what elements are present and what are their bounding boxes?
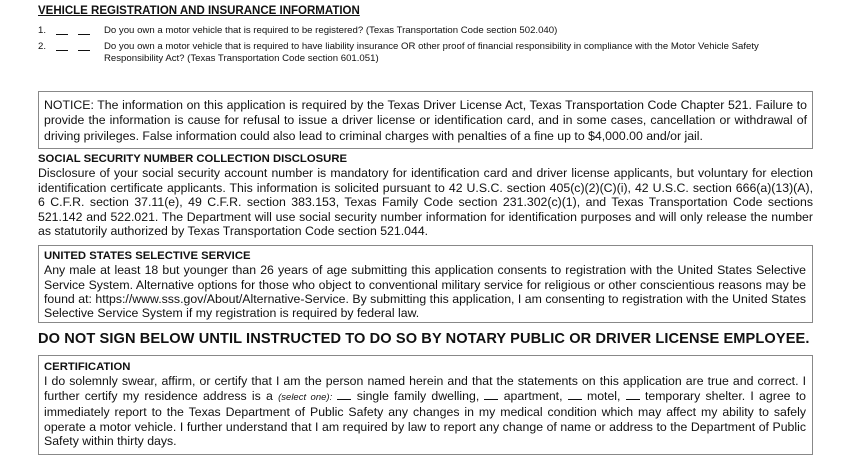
question-1: [38, 25, 818, 37]
section-title: VEHICLE REGISTRATION AND INSURANCE INFORMATION: [38, 5, 360, 17]
motel-blank[interactable]: [568, 389, 582, 400]
option-single-family: single family dwelling,: [356, 388, 480, 403]
option-apartment: apartment,: [503, 388, 563, 403]
option-temporary-shelter: temporary shelter.: [644, 388, 746, 403]
ssn-disclosure: [38, 152, 813, 238]
selective-service: [44, 249, 806, 320]
no-blank[interactable]: [78, 41, 90, 51]
question-number: 1.: [38, 25, 47, 36]
question-text: Do you own a motor vehicle that is required to be registered? (Texas Transportation Code section 502.040): [104, 25, 558, 36]
certification-part1: I do solemnly swear, affirm, or certify that I am the person named herein and that the statements on this application are true and correct. I further certify my residence address is a: [44, 374, 806, 403]
certification-title: CERTIFICATION: [44, 361, 131, 373]
selective-body: Any male at least 18 but younger than 26 years of age submitting this application consents to registration with the United States Selective Service System. Alternative options for those who object to conventional military service for religious or other conscientious reasons may be found at: https://www.sss.gov/About/Alternative-Service. By submitting this application, I am consenting to registration with the United States Selective Service System if my registration is required by federal law.: [44, 263, 806, 321]
yes-blank[interactable]: [56, 41, 68, 51]
question-2: [38, 41, 818, 64]
temporary-shelter-blank[interactable]: [626, 389, 640, 400]
single-family-blank[interactable]: [337, 389, 351, 400]
question-number: 2.: [38, 41, 47, 52]
ssn-title: SOCIAL SECURITY NUMBER COLLECTION DISCLOSURE: [38, 153, 348, 165]
ssn-body: Disclosure of your social security account number is mandatory for identification card and driver license applicants, but voluntary for election identification certificate applicants. This information is solicited pursuant to 42 U.S.C. section 405(c)(2)(C)(i), 42 U.S.C. section 666(a)(13)(A), 6 C.F.R. section 37.11(e), 49 C.F.R. section 383.153, Texas Family Code section 231.302(c)(1), and Texas Transportation Code sections 521.142 and 522.021. The Department will use social security number information for identification purposes and will only release the number as statutorily authorized by Texas Transportation Code section 521.044.: [38, 166, 813, 239]
do-not-sign-warning: DO NOT SIGN BELOW UNTIL INSTRUCTED TO DO SO BY NOTARY PUBLIC OR DRIVER LICENSE EMPLOYEE.: [38, 331, 810, 347]
question-text: Do you own a motor vehicle that is required to have liability insurance OR other proof of financial responsibility in compliance with the Motor Vehicle Safety Responsibility Act? (Texas Transportation Code section 601.051): [104, 41, 759, 64]
certification: [44, 360, 806, 448]
yes-blank[interactable]: [56, 25, 68, 35]
option-motel: motel,: [586, 388, 621, 403]
select-one-hint: (select one):: [278, 391, 333, 403]
notice-text: NOTICE: The information on this application is required by the Texas Driver License Act, Texas Transportation Code Chapter 521. Failure to provide the information is cause for refusal to issue a driver license or identification card, and in some cases, cancellation or withdrawal of driving privileges. False information could also lead to criminal charges with penalties of a fine up to $4,000.00 and/or jail.: [44, 98, 807, 143]
no-blank[interactable]: [78, 25, 90, 35]
apartment-blank[interactable]: [484, 389, 498, 400]
certification-part2: I agree to immediately report to the Texas Department of Public Safety any changes in my medical condition which may affect my ability to safely operate a motor vehicle. I further understand that I am required by law to report any change of name or address to the Department of Public Safety within thirty days.: [44, 388, 806, 449]
selective-title: UNITED STATES SELECTIVE SERVICE: [44, 250, 251, 262]
